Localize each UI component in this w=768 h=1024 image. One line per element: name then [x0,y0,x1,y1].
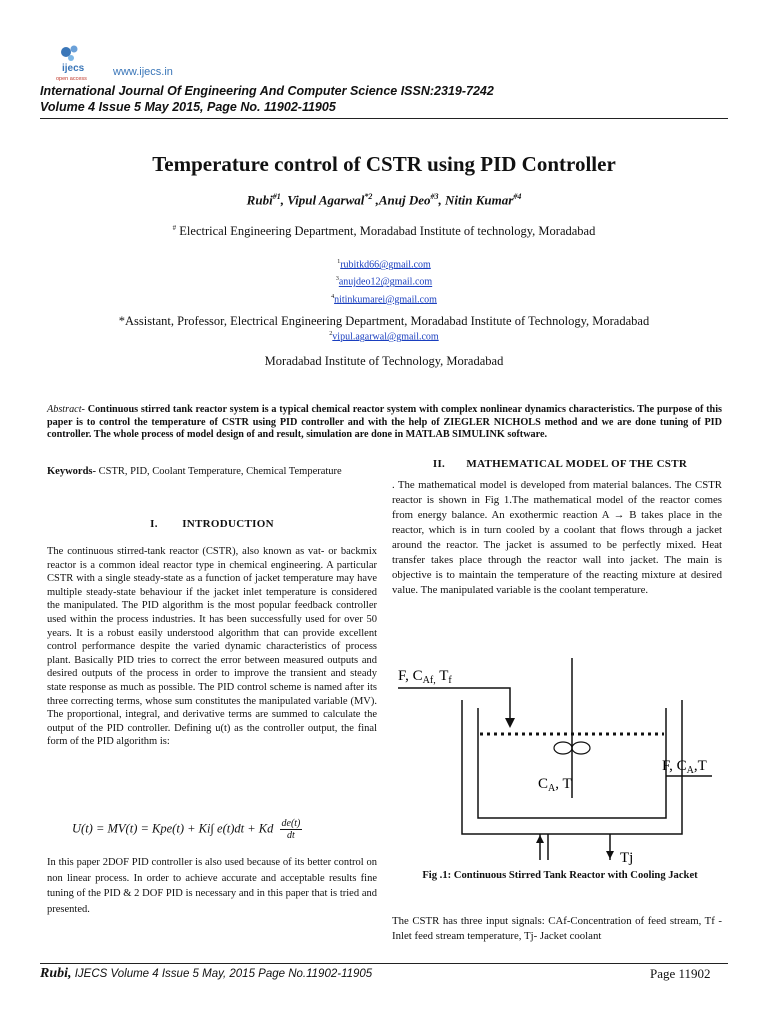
email-link[interactable]: anujdeo12@gmail.com [338,276,433,288]
footer-citation [40,966,372,982]
journal-header [40,83,740,115]
model-text: . The mathematical model is developed from material balances. The CSTR reactor is shown in Fig 1.The mathematical model of the reactor comes from energy balance. An exothermic reaction A → B takes place in the reactor, which is in turn cooled by a coolant that flows through a jacket around the reactor. The jacket is assumed to be perfectly mixed. Heat transfer takes place through the reactor wall into jacket. The main is objective is to maintain the temperature of the reacting mixture at desired value. The manipulated variable is the coolant temperature. [392,479,722,596]
author-name: Rubi [246,192,273,208]
author-separator: , [280,192,288,208]
author-separator: , [372,192,379,208]
author-name: Vipul Agarwal [287,192,365,208]
label-sub: A [548,783,556,794]
impeller-blade [572,742,590,754]
introduction-text-2: In this paper 2DOF PID controller is also used because of its better control on non linear process. In order to achieve accurate and acceptable results fine tuning of the PID & 2 DOF PID is necessary and in this paper that is tried and presented. [47,857,377,915]
email-link[interactable]: nitinkumarei@gmail.com [334,293,437,305]
figure-caption: Fig .1: Continuous Stirred Tank Reactor with Cooling Jacket [422,870,698,881]
journal-issue: Volume 4 Issue 5 May 2015, Page No. 11902-11905 [40,100,336,114]
label-sub: A [686,765,694,776]
footer-journal: IJECS Volume 4 Issue 5 May, 2015 Page No.11902-11905 [71,968,373,980]
impeller-blade [554,742,572,754]
fraction-denominator: dt [287,830,295,841]
email-mark: 3 [335,276,339,283]
equation-fraction [280,818,303,841]
logo-icon [54,44,104,84]
email-link[interactable]: rubitkd66@gmail.com [340,259,431,271]
author-mark: *2 [364,192,373,201]
assistant-email [0,331,768,342]
author-mark: #3 [430,192,439,201]
email-mark: 1 [337,259,341,265]
journal-name: International Journal Of Engineering And Computer Science ISSN:2319-7242 [40,84,494,98]
logo-text: ijecs [62,63,85,74]
cstr-diagram [392,648,728,868]
keywords-label: Keywords- [47,466,96,477]
jacket-temp-label: Tj [620,850,634,866]
affiliation-text: Electrical Engineering Department, Moradabad Institute of technology, Moradabad [179,224,596,239]
inlet-line [398,688,510,722]
coolant-inlet-arrow-icon [536,835,544,843]
model-text-2: The CSTR has three input signals: CAf-Concentration of feed stream, Tf -Inlet feed stream temperature, Tj- Jacket coolant [392,915,722,942]
label-sub: f [448,675,452,686]
inlet-label [398,668,452,686]
author-list [0,192,768,208]
label-part: , T [555,776,572,792]
introduction-text: The continuous stirred-tank reactor (CSTR), also known as vat- or backmix reactor is a common ideal reactor type in chemical engineering. A particular CSTR with a single steady-state as a function of jacket temperature may have multiple steady-state behaviour if the jacket inlet temperature is considered the manipulated. The PID algorithm is the most popular feedback controller used within the process industries. It has been successfully used for over 50 years. It is a robust easily understood algorithm that can provide excellent control performance despite the varied dynamic characteristics of process plant. Basically PID tries to correct the error between measured outputs and desired outputs of the process in order to improve the transient and steady state response as much as possible. The PID control scheme is named after its three correcting terms, whose sum constitutes the manipulated variable (MV). The proportional, integral, and derivative terms are summed to calculate the output of the PID controller. Defining u(t) as the controller output, the final form of the PID algorithm is: [47,546,377,748]
abstract-label: Abstract- [47,404,85,415]
institute: Moradabad Institute of Technology, Moradabad [264,354,504,368]
reactor-contents-label [538,776,572,794]
inlet-arrow-icon [505,718,515,728]
email-mark: 4 [331,293,335,300]
journal-logo [54,44,104,84]
section-heading-model [390,458,730,470]
author-emails [0,255,768,307]
author-mark: #1 [272,192,281,201]
section-heading-text: II. MATHEMATICAL MODEL OF THE CSTR [432,458,688,470]
email-link[interactable]: vipul.agarwal@gmail.com [332,331,439,343]
author-mark: #4 [513,192,522,201]
fraction-numerator: de(t) [281,818,301,829]
section-heading-introduction [47,518,377,530]
header-divider [40,118,728,119]
journal-website-link[interactable]: www.ijecs.in [113,66,173,78]
label-part: T [435,668,449,684]
equation-body: U(t) = MV(t) = Kpe(t) + Ki∫ e(t)dt + Kd [72,821,274,836]
abstract-text: Continuous stirred tank reactor system is a typical chemical reactor system with complex nonlinear dynamics characteristics. The purpose of this paper is to control the temperature of CSTR using PID controller and with the help of ZIEGLER NICHOLS method and we are done tuning of PID controller. The whole process of model design of and result, simulation are done in MATLAB SIMULINK software. [47,404,723,440]
author-separator: , [438,192,446,208]
pid-equation [72,818,372,841]
cstr-diagram-svg [392,648,728,868]
coolant-outlet-arrow-icon [606,851,614,859]
email-mark: 2 [329,331,333,337]
page-number: Page 11902 [650,966,711,981]
paper-title: Temperature control of CSTR using PID Controller [152,152,616,176]
section-heading-text: I. INTRODUCTION [150,518,274,530]
assistant-affiliation: *Assistant, Professor, Electrical Engineering Department, Moradabad Institute of Technology, Moradabad [118,314,650,328]
affiliation [0,224,768,239]
outlet-label [662,758,707,776]
affiliation-mark: # [172,224,177,232]
keywords [47,466,377,477]
label-part: F, C [398,668,423,684]
footer-divider [40,963,728,964]
label-sub: Af, [422,675,436,686]
label-part: F, C [662,758,687,774]
label-part: C [538,776,549,792]
footer-author: Rubi, [40,966,72,981]
logo-subtext: open access [56,76,87,82]
author-name: Anuj Deo [378,192,431,208]
keywords-text: CSTR, PID, Coolant Temperature, Chemical Temperature [98,466,342,477]
author-name: Nitin Kumar [445,192,514,208]
abstract [47,404,722,442]
label-part: ,T [693,758,707,774]
